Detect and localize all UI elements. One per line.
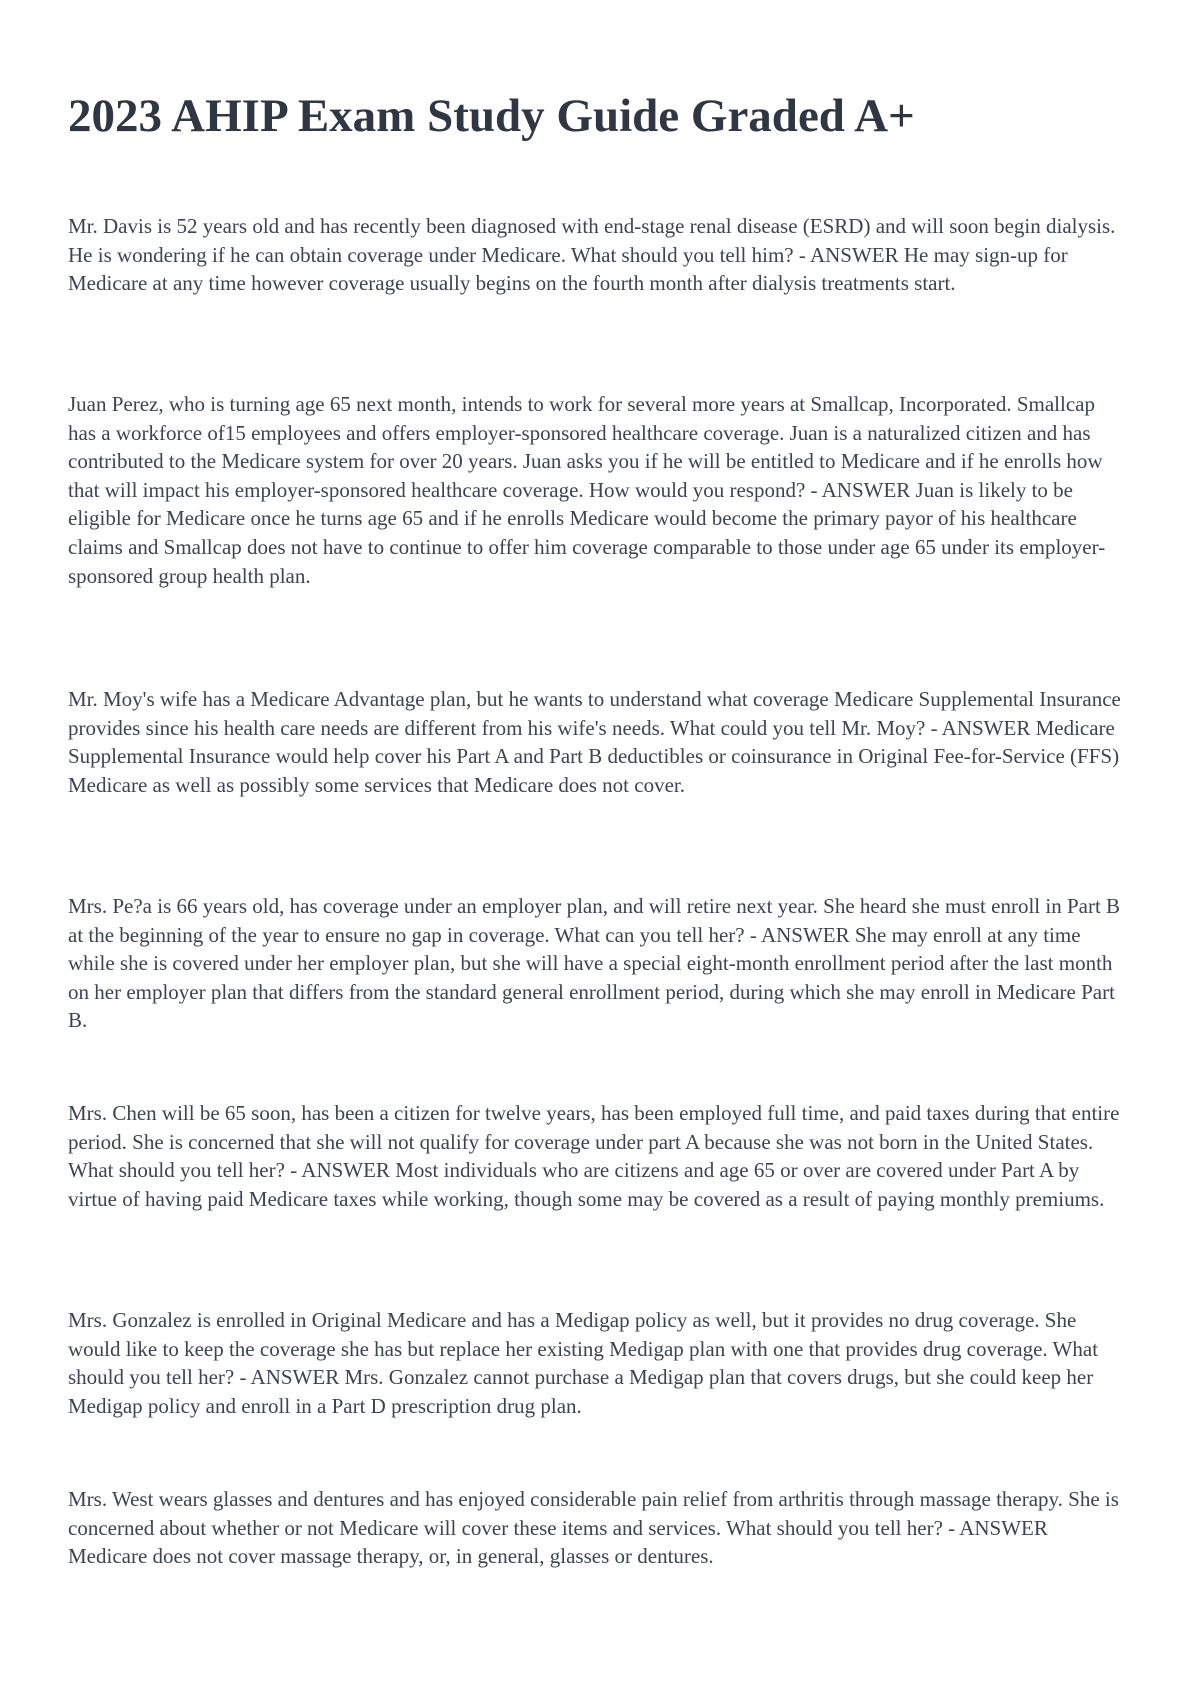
question-answer-paragraph: Mrs. West wears glasses and dentures and has enjoyed considerable pain relief from arthritis through massage therapy. She is concerned about whether or not Medicare will cover these items and services. What should you tell her? - ANSWER Medicare does not cover massage therapy, or, in general, glasses or dentures. bbox=[68, 1487, 1119, 1569]
document-title: 2023 AHIP Exam Study Guide Graded A+ bbox=[68, 90, 915, 142]
question-answer-paragraph: Juan Perez, who is turning age 65 next month, intends to work for several more years at Smallcap, Incorporated. Smallcap has a workforce of15 employees and offers employer-sponsored healthcare coverage. Juan is a naturalized citizen and has contributed to the Medicare system for over 20 years. Juan asks you if he will be entitled to Medicare and if he enrolls how that will impact his employer-sponsored healthcare coverage. How would you respond? - ANSWER Juan is likely to be eligible for Medicare once he turns age 65 and if he enrolls Medicare would become the primary payor of his healthcare claims and Smallcap does not have to continue to offer him coverage comparable to those under age 65 under its employer-sponsored group health plan. bbox=[68, 392, 1106, 588]
question-answer-paragraph: Mrs. Chen will be 65 soon, has been a citizen for twelve years, has been employed full time, and paid taxes during that entire period. She is concerned that she will not qualify for coverage under part A because she was not born in the United States. What should you tell her? - ANSWER Most individuals who are citizens and age 65 or over are covered under Part A by virtue of having paid Medicare taxes while working, though some may be covered as a result of paying monthly premiums. bbox=[68, 1101, 1120, 1211]
question-answer-paragraph: Mrs. Pe?a is 66 years old, has coverage under an employer plan, and will retire next year. She heard she must enroll in Part B at the beginning of the year to ensure no gap in coverage. What can you tell her? - ANSWER She may enroll at any time while she is covered under her employer plan, but she will have a special eight-month enrollment period after the last month on her employer plan that differs from the standard general enrollment period, during which she may enroll in Medicare Part B. bbox=[68, 894, 1121, 1033]
question-answer-paragraph: Mrs. Gonzalez is enrolled in Original Medicare and has a Medigap policy as well, but it provides no drug coverage. She would like to keep the coverage she has but replace her existing Medigap plan with one that provides drug coverage. What should you tell her? - ANSWER Mrs. Gonzalez cannot purchase a Medigap plan that covers drugs, but she could keep her Medigap policy and enroll in a Part D prescription drug plan. bbox=[68, 1308, 1099, 1418]
question-answer-paragraph: Mr. Moy's wife has a Medicare Advantage plan, but he wants to understand what coverage Medicare Supplemental Insurance provides since his health care needs are different from his wife's needs. What could you tell Mr. Moy? - ANSWER Medicare Supplemental Insurance would help cover his Part A and Part B deductibles or coinsurance in Original Fee-for-Service (FFS) Medicare as well as possibly some services that Medicare does not cover. bbox=[68, 687, 1121, 797]
question-answer-paragraph: Mr. Davis is 52 years old and has recently been diagnosed with end-stage renal disease (ESRD) and will soon begin dialysis. He is wondering if he can obtain coverage under Medicare. What should you tell him? - ANSWER He may sign-up for Medicare at any time however coverage usually begins on the fourth month after dialysis treatments start. bbox=[68, 214, 1116, 296]
